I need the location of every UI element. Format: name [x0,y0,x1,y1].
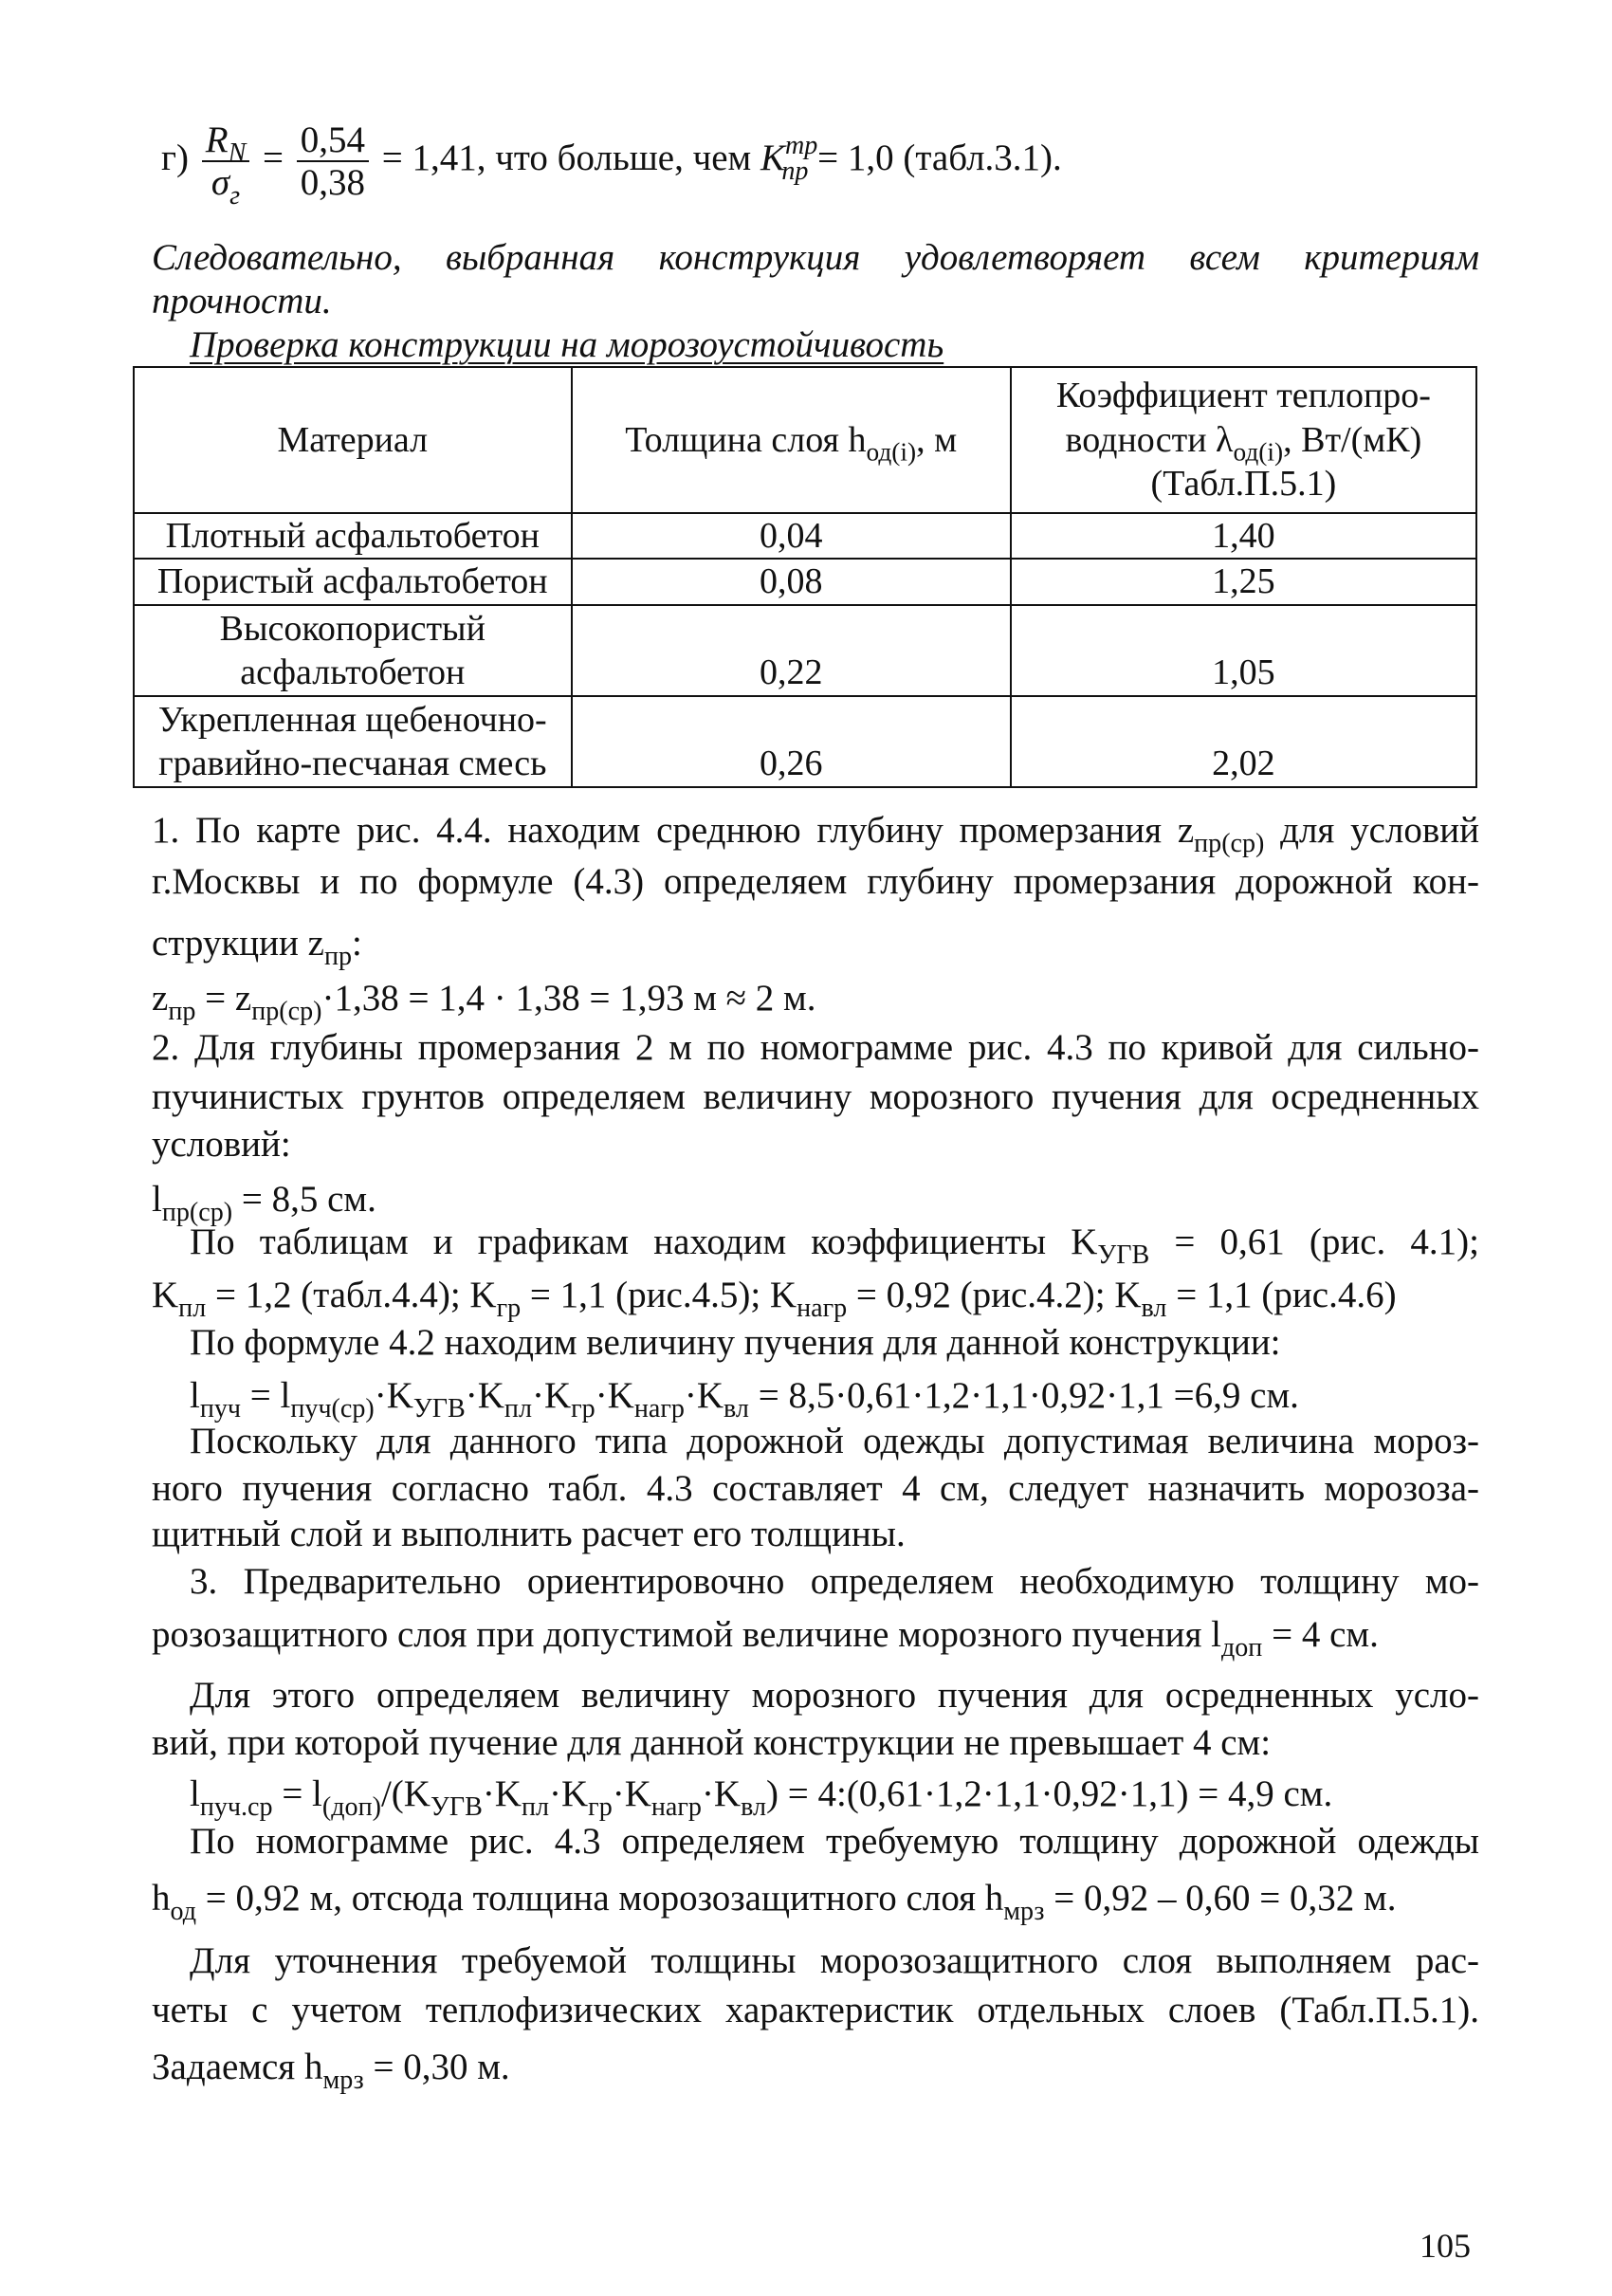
p7-line-2: вий, при которой пучение для данной конструкции не превышает 4 см: [152,1722,1272,1763]
cell-conductivity: 1,05 [1011,605,1476,696]
p2-line-2: пучинистых грунтов определяем величину морозного пучения для осредненных [152,1076,1479,1117]
p4-formula: $l_{пуч} = l_{пуч(ср)}\cdot K_{УГВ}\cdot K_{пл}\cdot K_{гр}\cdot K_{нагр}\cdot K_{вл} = 8,5\cdot 0,61\cdot 1,2\cdot 1,1\cdot 0,92\cdot 1,1 =6,9$ см. [190,1375,1299,1424]
table-row [134,605,1476,696]
p2-line-3: условий: [152,1124,291,1165]
p7-formula: $l_{пуч.ср} = l_{(доп)}/(K_{УГВ}\cdot K_{пл}\cdot K_{гр}\cdot K_{нагр}\cdot K_{вл})$ = 4:(0,61·1,2·1,1·0,92·1,1) = 4,9 см. [190,1773,1333,1822]
p5-line-2: ного пучения согласно табл. 4.3 составляет 4 см, следует назначить морозоза- [152,1468,1479,1509]
cell-thickness: 0,04 [572,513,1011,559]
p6-line-2: розозащитного слоя при допустимой величине морозного пучения $l_{доп} = 4$ см. [152,1614,1379,1662]
p2-formula: $l_{пр(ср)} = 8,5$ см. [152,1179,376,1227]
cell-material: Пористый асфальтобетон [134,559,572,604]
cell-thickness: 0,22 [572,605,1011,696]
cell-conductivity: 1,40 [1011,513,1476,559]
conclusion-line-1: Следовательно, выбранная конструкция удовлетворяет всем критериям [152,237,1479,278]
cell-conductivity: 2,02 [1011,696,1476,787]
p8-line-1: По номограмме рис. 4.3 определяем требуемую толщину дорожной одежды [190,1821,1479,1862]
p9-line-2: четы с учетом теплофизических характеристик отдельных слоев (Табл.П.5.1). [152,1990,1479,2030]
p3-line-2: $K_{пл} = 1,2$ (табл.4.4); $K_{гр} = 1,1$ (рис.4.5); $K_{нагр} = 0,92$ (рис.4.2); $K_{вл} = 1,1$ (рис.4.6) [152,1275,1397,1323]
p5-line-1: Поскольку для данного типа дорожной одежды допустимая величина мороз- [190,1421,1479,1461]
cell-conductivity: 1,25 [1011,559,1476,604]
table-header-row [134,367,1476,513]
header-conductivity: Коэффициент теплопро- водности $\lambda_{од(i)}$, Вт/(мК) (Табл.П.5.1) [1011,367,1476,513]
p1-formula: $z_{пр} = z_{пр(ср)}\cdot 1,38 = 1,4 \cdot 1,38 = 1,93$ м ≈ 2 м. [152,978,816,1026]
page-number: 105 [1420,2227,1471,2265]
formula-label: г) [161,137,189,178]
conclusion-line-2: прочности. [152,281,332,321]
p7-line-1: Для этого определяем величину морозного пучения для осредненных усло- [190,1675,1479,1716]
formula-g: г) $\frac{R_N}{\sigma_г}$ = $\frac{0,54}{0,38}$ = 1,41, что больше, чем $K^{тр}_{пр} = 1,0$ (табл.3.1). [161,119,1062,211]
p1-line-1: 1. По карте рис. 4.4. находим среднюю глубину промерзания $z_{пр(ср)}$ для условий [152,810,1480,858]
p1-line-2: г.Москвы и по формуле (4.3) определяем глубину промерзания дорожной кон- [152,861,1479,902]
section-title: Проверка конструкции на морозоустойчивость [190,324,944,365]
table-row [134,696,1476,787]
cell-thickness: 0,26 [572,696,1011,787]
p6-line-1: 3. Предварительно ориентировочно определяем необходимую толщину мо- [190,1561,1479,1602]
frost-check-table [133,366,1477,788]
table-row [134,513,1476,559]
fraction-rn-sigma: $\frac{R_N}{\sigma_г}$ [202,121,250,201]
p8-line-2: $h_{од} = 0,92$ м, отсюда толщина морозозащитного слоя $h_{мрз} = 0,92 - 0,60 = 0,32$ м. [152,1878,1397,1926]
p5-line-3: щитный слой и выполнить расчет его толщины. [152,1514,906,1554]
cell-material: Высокопористый асфальтобетон [134,605,572,696]
cell-material: Укрепленная щебеночно- гравийно-песчаная смесь [134,696,572,787]
p1-line-3: струкции $z_{пр}$: [152,923,362,971]
header-thickness: Толщина слоя $h_{од(i)}$, м [572,367,1011,513]
table-row [134,559,1476,604]
header-material: Материал [134,367,572,513]
p4-line-1: По формуле 4.2 находим величину пучения для данной конструкции: [190,1322,1281,1363]
cell-thickness: 0,08 [572,559,1011,604]
p9-line-3: Задаемся $h_{мрз} = 0,30$ м. [152,2047,510,2095]
fraction-values: $\frac{0,54}{0,38}$ [297,121,369,201]
p3-line-1: По таблицам и графикам находим коэффициенты $K_{УГВ} = 0,61$ (рис. 4.1); [190,1221,1479,1270]
cell-material: Плотный асфальтобетон [134,513,572,559]
p2-line-1: 2. Для глубины промерзания 2 м по номограмме рис. 4.3 по кривой для сильно- [152,1027,1479,1068]
p9-line-1: Для уточнения требуемой толщины морозозащитного слоя выполняем рас- [190,1940,1479,1981]
